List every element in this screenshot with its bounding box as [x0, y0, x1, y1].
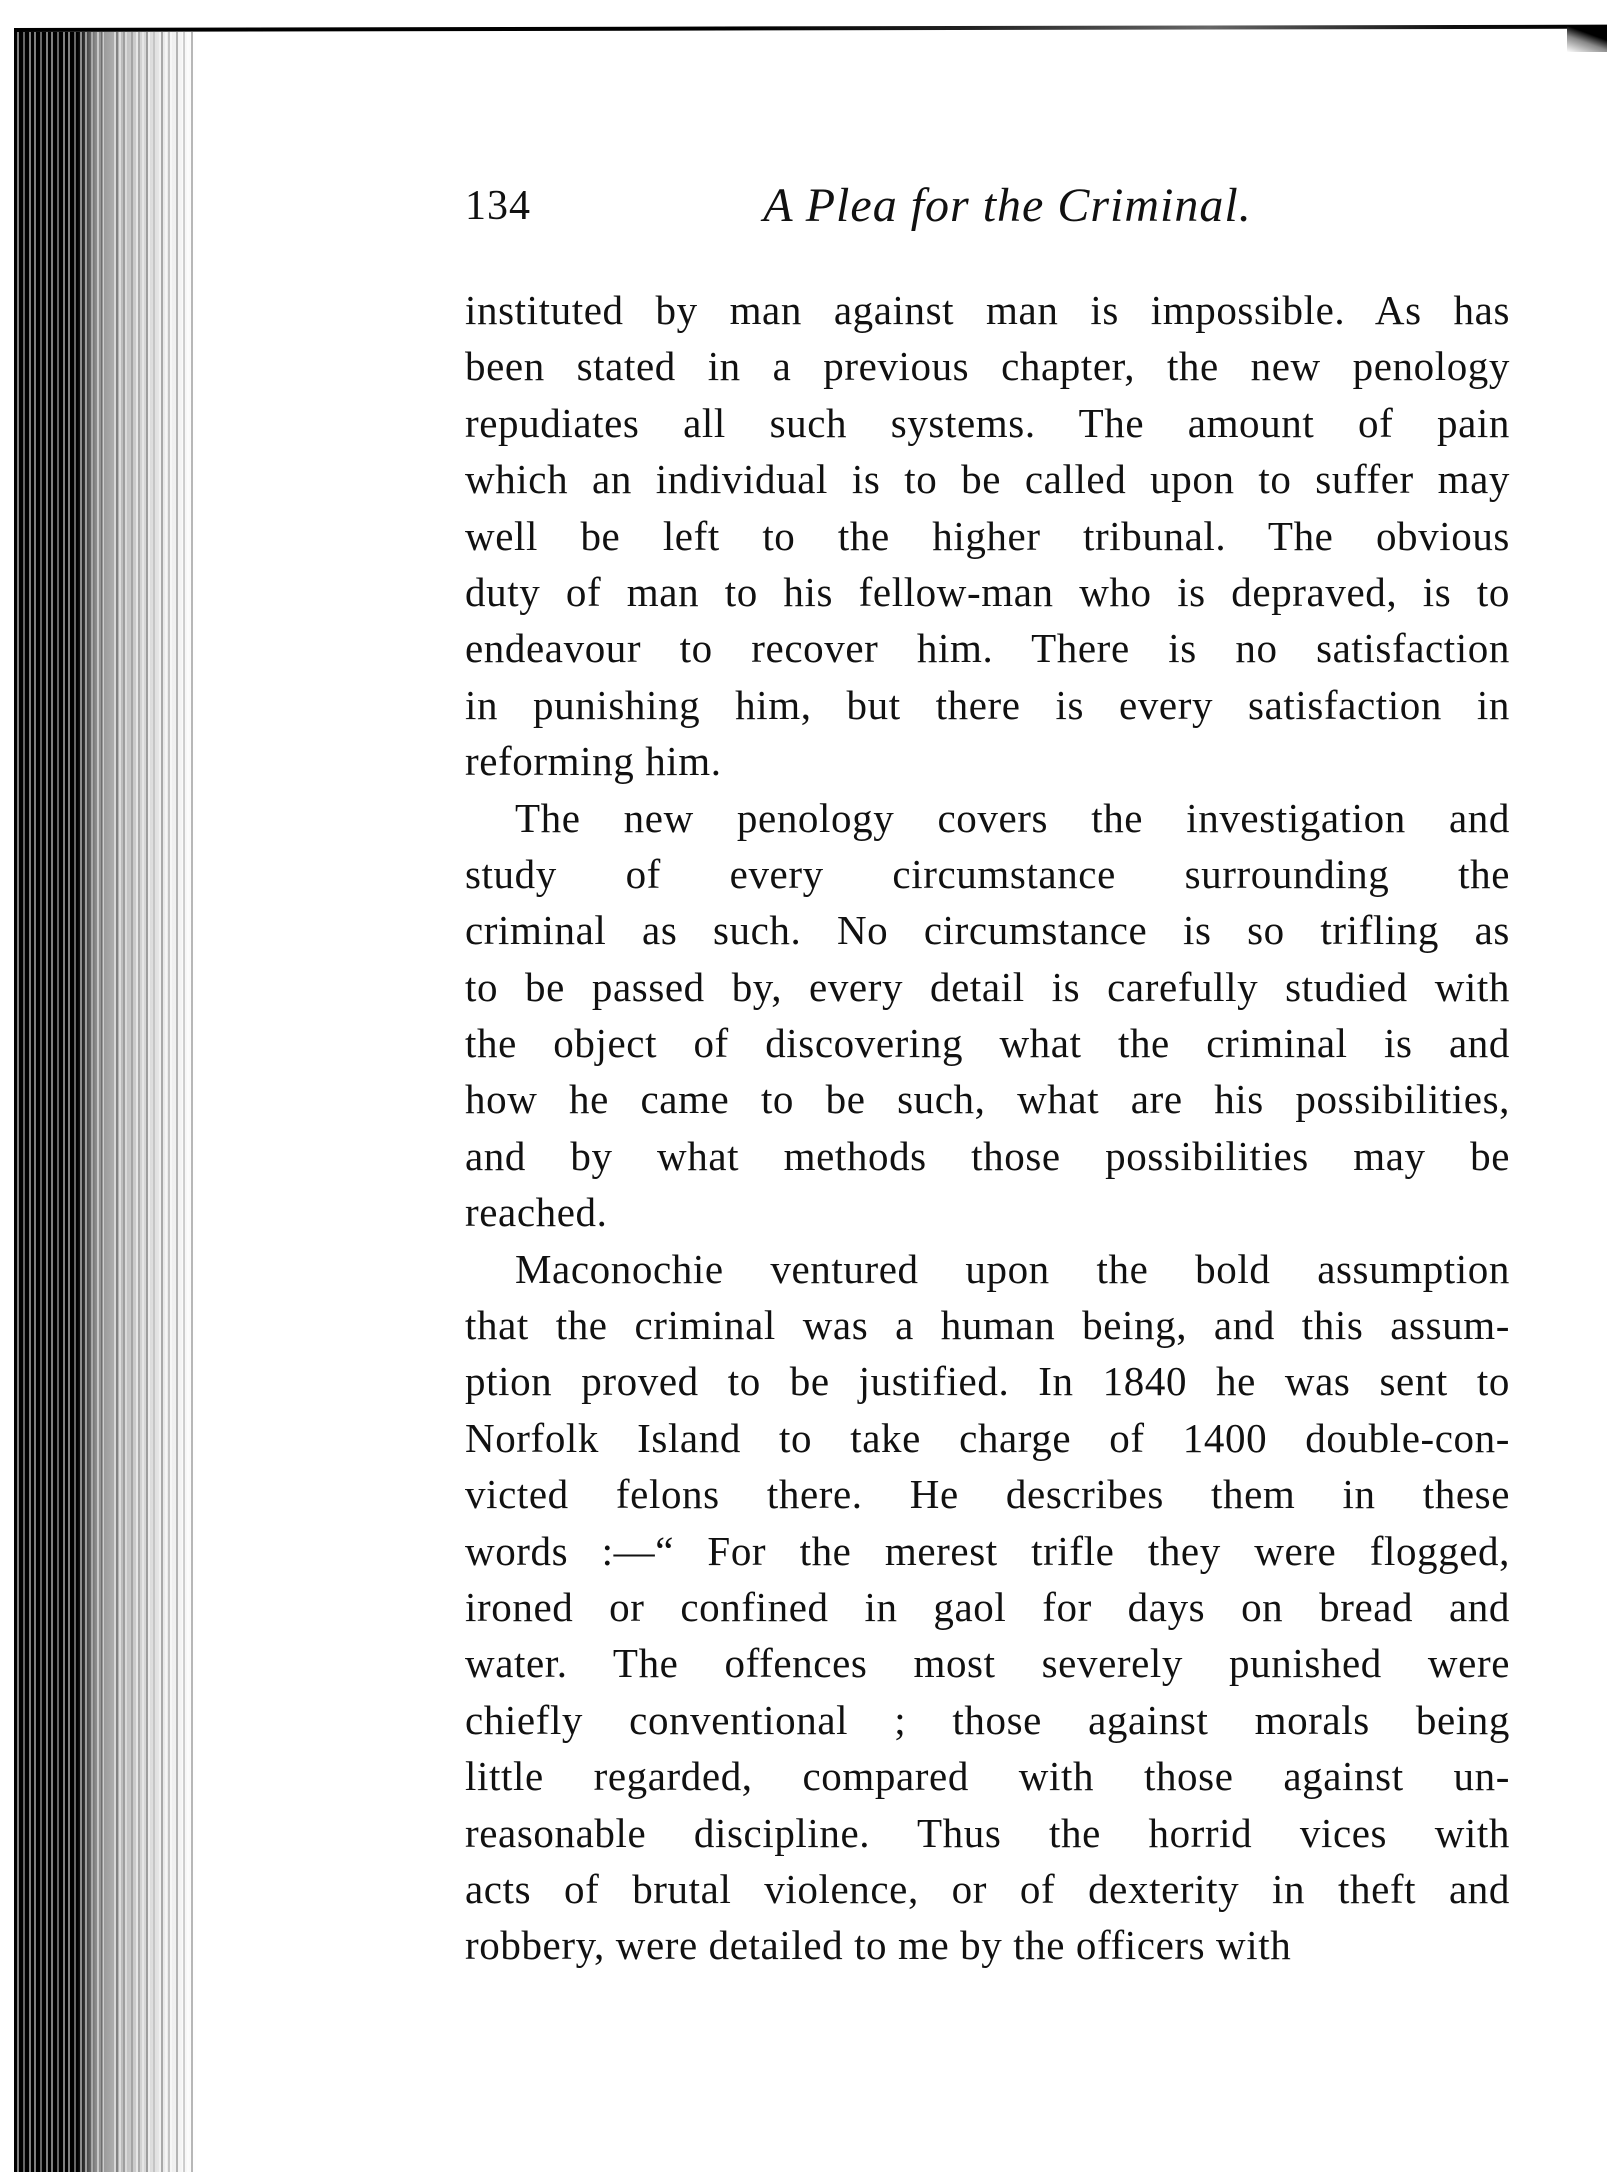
text-line: that the criminal was a human being, and this assum-: [465, 1302, 1510, 1349]
text-line: been stated in a previous chapter, the new penology: [465, 343, 1510, 390]
text-line: water. The offences most severely punished were: [465, 1640, 1510, 1687]
text-line: study of every circumstance surrounding the: [465, 850, 1510, 897]
text-line: chiefly conventional ; those against morals being: [465, 1696, 1510, 1743]
text-line: instituted by man against man is impossible. As has: [465, 287, 1510, 333]
text-line: reasonable discipline. Thus the horrid vices with: [465, 1809, 1510, 1856]
body-text: [465, 282, 1510, 1974]
text-line: ption proved to be justified. In 1840 he was sent to: [465, 1358, 1510, 1405]
page-corner-shadow: [1567, 26, 1607, 52]
text-line: reached.: [465, 1189, 608, 1236]
page-number: 134: [465, 183, 531, 229]
text-line: which an individual is to be called upon to suffer may: [465, 456, 1510, 503]
text-line: how he came to be such, what are his possibilities,: [465, 1076, 1510, 1123]
text-line: words :—“ For the merest trifle they were flogged,: [465, 1527, 1510, 1574]
text-line: reforming him.: [465, 738, 722, 785]
text-line: victed felons there. He describes them in these: [465, 1471, 1510, 1518]
text-line: acts of brutal violence, or of dexterity in theft and: [465, 1865, 1510, 1912]
text-line: well be left to the higher tribunal. The obvious: [465, 512, 1510, 559]
page-stack-lines: [95, 32, 195, 2172]
text-line: the object of discovering what the criminal is and: [465, 1020, 1510, 1067]
text-line: criminal as such. No circumstance is so trifling as: [465, 907, 1510, 954]
paragraph: [465, 1241, 1510, 1974]
running-head: [465, 178, 1510, 248]
text-line: and by what methods those possibilities may be: [465, 1132, 1510, 1179]
text-line: endeavour to recover him. There is no satisfaction: [465, 625, 1510, 672]
text-line: Maconochie ventured upon the bold assumption: [515, 1245, 1510, 1292]
text-line: Norfolk Island to take charge of 1400 double-con-: [465, 1414, 1510, 1461]
paragraph: [465, 790, 1510, 1241]
text-line: duty of man to his fellow-man who is depraved, is to: [465, 568, 1510, 615]
running-title: A Plea for the Criminal.: [763, 179, 1252, 232]
text-line: ironed or confined in gaol for days on bread and: [465, 1583, 1510, 1630]
paragraph: [465, 282, 1510, 790]
text-line: little regarded, compared with those against un-: [465, 1753, 1510, 1800]
text-line: The new penology covers the investigation and: [515, 794, 1510, 841]
text-line: to be passed by, every detail is carefully studied with: [465, 963, 1510, 1010]
text-line: in punishing him, but there is every satisfaction in: [465, 681, 1510, 728]
text-line: repudiates all such systems. The amount of pain: [465, 399, 1510, 446]
page-top-edge: [14, 25, 1607, 32]
text-line: robbery, were detailed to me by the officers with: [465, 1922, 1292, 1969]
